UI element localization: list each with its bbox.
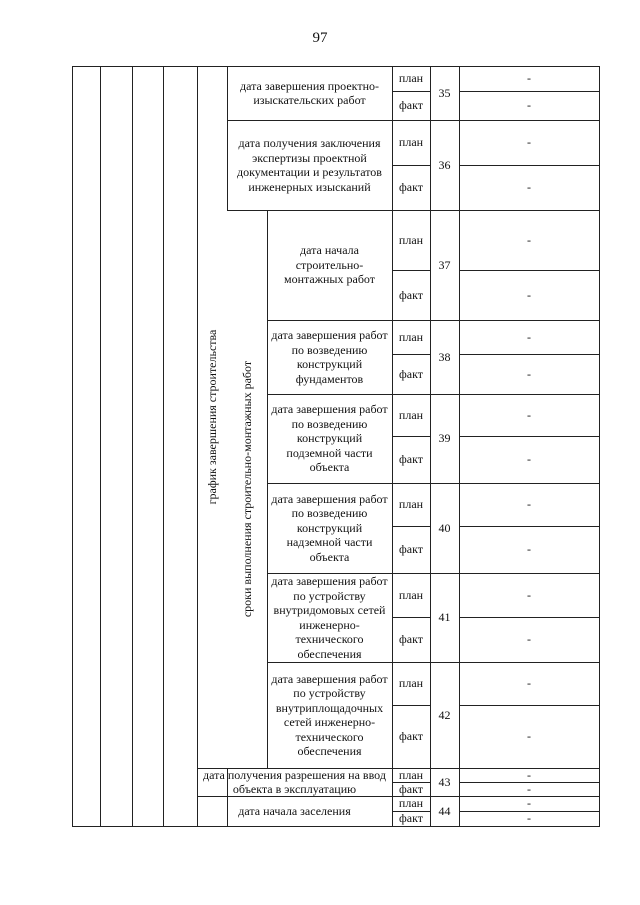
row-number: 41	[438, 610, 451, 625]
plan-label: план	[398, 497, 424, 512]
row-label: дата завершения работ по возведению конструкций надземной части объекта	[271, 491, 388, 564]
plan-label: план	[398, 767, 424, 782]
row-label: дата начала строительно-монтажных работ	[283, 243, 376, 287]
fact-label: факт	[398, 542, 424, 557]
fact-label: факт	[398, 366, 424, 381]
row-number: 35	[438, 85, 451, 100]
table-rule	[132, 66, 133, 826]
row-label: дата завершения проектно-изыскательских работ	[240, 78, 379, 107]
row-label: дата завершения работ по устройству внутриплощадочных сетей инженерно-технического обеспечения	[271, 671, 388, 758]
row-number: 42	[438, 707, 451, 722]
plan-value: -	[527, 587, 531, 602]
fact-value: -	[527, 98, 531, 113]
schedule-vertical-label: график завершения строительства	[204, 329, 219, 505]
fact-label: факт	[398, 287, 424, 302]
fact-label: факт	[398, 452, 424, 467]
plan-value: -	[527, 497, 531, 512]
fact-value: -	[527, 366, 531, 381]
plan-label: план	[398, 135, 424, 150]
row-label: дата получения заключения экспертизы проектной документации и результатов инженерных изысканий	[237, 136, 382, 194]
table-rule	[72, 826, 600, 827]
plan-value: -	[527, 329, 531, 344]
fact-value: -	[527, 452, 531, 467]
fact-value: -	[527, 180, 531, 195]
fact-label: факт	[398, 781, 424, 796]
row-label: дата получения разрешения на ввод объекта в эксплуатацию	[203, 767, 386, 796]
table-rule	[267, 210, 268, 768]
plan-value: -	[527, 71, 531, 86]
row-number: 36	[438, 157, 451, 172]
plan-value: -	[527, 135, 531, 150]
fact-value: -	[527, 542, 531, 557]
fact-label: факт	[398, 632, 424, 647]
plan-value: -	[527, 796, 531, 811]
fact-value: -	[527, 811, 531, 826]
table-rule	[163, 66, 164, 826]
fact-value: -	[527, 632, 531, 647]
plan-label: план	[398, 796, 424, 811]
fact-value: -	[527, 729, 531, 744]
row-label: дата завершения работ по возведению конструкций фундаментов	[271, 328, 388, 386]
table-rule	[599, 66, 600, 826]
fact-label: факт	[398, 98, 424, 113]
row-label: дата начала заселения	[238, 803, 351, 818]
plan-label: план	[398, 676, 424, 691]
construction-terms-vertical-label: сроки выполнения строительно-монтажных работ	[239, 360, 254, 618]
row-number: 44	[438, 803, 451, 818]
plan-label: план	[398, 587, 424, 602]
fact-value: -	[527, 781, 531, 796]
fact-label: факт	[398, 729, 424, 744]
fact-label: факт	[398, 811, 424, 826]
plan-label: план	[398, 71, 424, 86]
row-number: 39	[438, 431, 451, 446]
plan-label: план	[398, 232, 424, 247]
plan-value: -	[527, 407, 531, 422]
table-rule	[72, 66, 73, 826]
row-number: 37	[438, 257, 451, 272]
table-rule	[100, 66, 101, 826]
plan-label: план	[398, 407, 424, 422]
plan-label: план	[398, 329, 424, 344]
plan-value: -	[527, 232, 531, 247]
row-label: дата завершения работ по устройству внутридомовых сетей инженерно-технического обеспечения	[271, 574, 388, 661]
fact-value: -	[527, 287, 531, 302]
row-number: 38	[438, 349, 451, 364]
row-number: 43	[438, 774, 451, 789]
plan-value: -	[527, 676, 531, 691]
row-number: 40	[438, 520, 451, 535]
plan-value: -	[527, 767, 531, 782]
row-label: дата завершения работ по возведению конструкций подземной части объекта	[271, 402, 388, 475]
page-number: 97	[312, 30, 328, 46]
table-rule	[227, 66, 228, 210]
fact-label: факт	[398, 180, 424, 195]
